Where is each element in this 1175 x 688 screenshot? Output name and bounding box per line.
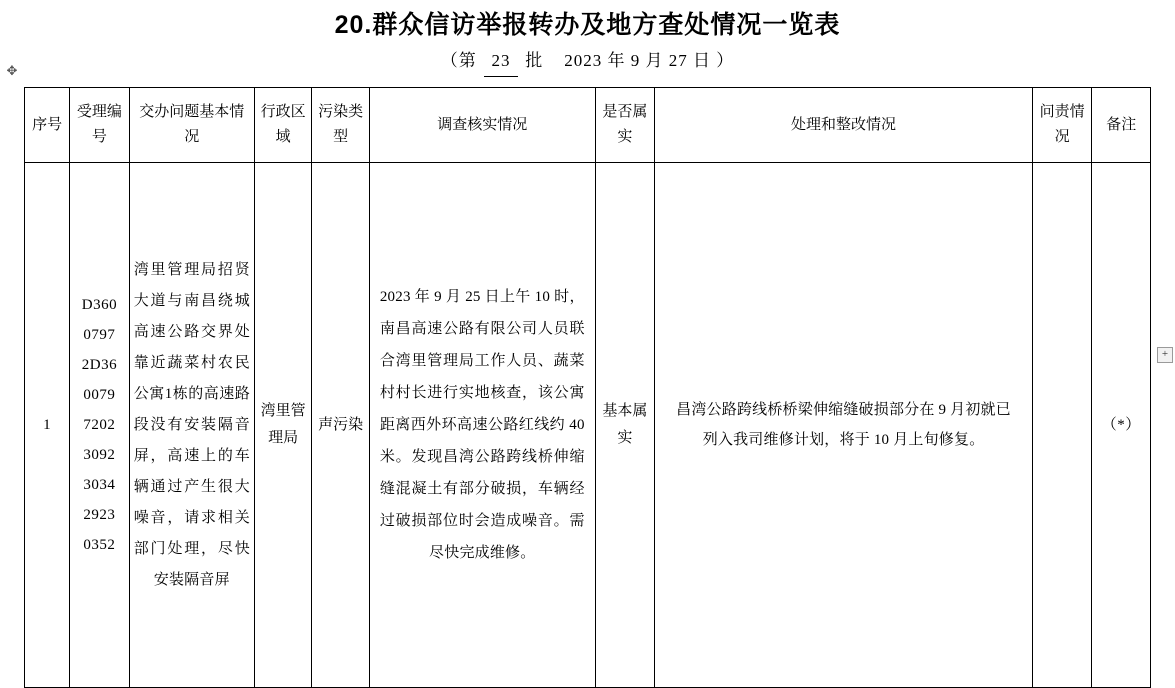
cell-handling-value: 昌湾公路跨线桥桥梁伸缩缝破损部分在 9 月初就已列入我司维修计划，将于 10 月上旬修复。 — [676, 402, 1011, 448]
add-row-button[interactable]: + — [1157, 347, 1173, 363]
column-header-issue: 交办问题基本情况 — [129, 88, 254, 163]
code-line: 0079 — [83, 387, 116, 403]
cell-code — [70, 163, 130, 688]
cell-survey-value: 2023 年 9 月 25 日上午 10 时，南昌高速公路有限公司人员联合湾里管理局工作人员、蔬菜村村长进行实地核查，该公寓距离西外环高速公路红线约 40 米。发现昌湾公路跨线桥伸缩缝混凝土有部分破损，车辆经过破损部位时会造成噪音。需尽快完成维修。 — [379, 289, 585, 561]
cell-region-value: 湾里管理局 — [260, 403, 306, 446]
cell-note-value: （*） — [1101, 416, 1141, 433]
code-line: 3034 — [83, 477, 116, 493]
page-title: 20.群众信访举报转办及地方查处情况一览表 — [334, 11, 841, 39]
subtitle-month-unit: 月 — [645, 51, 664, 70]
column-header-seq: 序号 — [25, 88, 70, 163]
cell-seq-value: 1 — [43, 416, 52, 433]
subtitle-year-unit: 年 — [607, 51, 626, 70]
cell-region — [254, 163, 311, 688]
column-header-responsibility: 问责情况 — [1032, 88, 1092, 163]
cell-issue-value: 湾里管理局招贤大道与南昌绕城高速公路交界处靠近蔬菜村农民公寓1栋的高速路段没有安装隔音屏，高速上的车辆通过产生很大噪音，请求相关部门处理，尽快安装隔音屏 — [133, 261, 250, 588]
column-header-is-true: 是否属实 — [595, 88, 655, 163]
document-subtitle — [0, 46, 1175, 77]
cell-pollution-type — [312, 163, 369, 688]
column-header-note: 备注 — [1092, 88, 1151, 163]
column-header-survey: 调查核实情况 — [369, 88, 595, 163]
cell-issue — [129, 163, 254, 688]
code-line: D360 — [81, 297, 118, 313]
subtitle-prefix: （第 — [440, 51, 477, 70]
cell-is-true-value: 基本属实 — [602, 403, 648, 446]
code-line: 0352 — [83, 537, 116, 553]
table-body — [25, 163, 1151, 688]
move-cross-icon[interactable]: ✥ — [6, 63, 18, 78]
subtitle-suffix: ） — [716, 51, 735, 70]
cell-responsibility — [1032, 163, 1092, 688]
column-header-region: 行政区域 — [254, 88, 311, 163]
code-line: 2923 — [83, 507, 116, 523]
code-line: 0797 — [83, 327, 116, 343]
column-header-pollution-type: 污染类型 — [312, 88, 369, 163]
subtitle-year: 2023 — [564, 51, 603, 70]
cell-pollution-type-value: 声污染 — [318, 416, 364, 433]
table-header — [25, 88, 1151, 163]
cell-is-true — [595, 163, 655, 688]
cell-note — [1092, 163, 1151, 688]
column-header-handling: 处理和整改情况 — [655, 88, 1033, 163]
cell-seq — [25, 163, 70, 688]
complaint-table — [24, 87, 1151, 688]
cell-handling — [655, 163, 1033, 688]
subtitle-day: 27 — [668, 51, 688, 70]
cell-survey — [369, 163, 595, 688]
subtitle-day-unit: 日 — [693, 51, 711, 70]
cell-code-value — [74, 290, 125, 560]
code-line: 7202 — [83, 417, 116, 433]
code-line: 3092 — [83, 447, 116, 463]
code-line: 2D36 — [81, 357, 118, 373]
batch-number: 23 — [484, 46, 518, 77]
table-container — [24, 87, 1151, 688]
column-header-code: 受理编号 — [70, 88, 130, 163]
table-row[interactable] — [25, 163, 1151, 688]
table-header-row — [25, 88, 1151, 163]
subtitle-month: 9 — [630, 51, 641, 70]
subtitle-batch-word: 批 — [525, 51, 544, 70]
